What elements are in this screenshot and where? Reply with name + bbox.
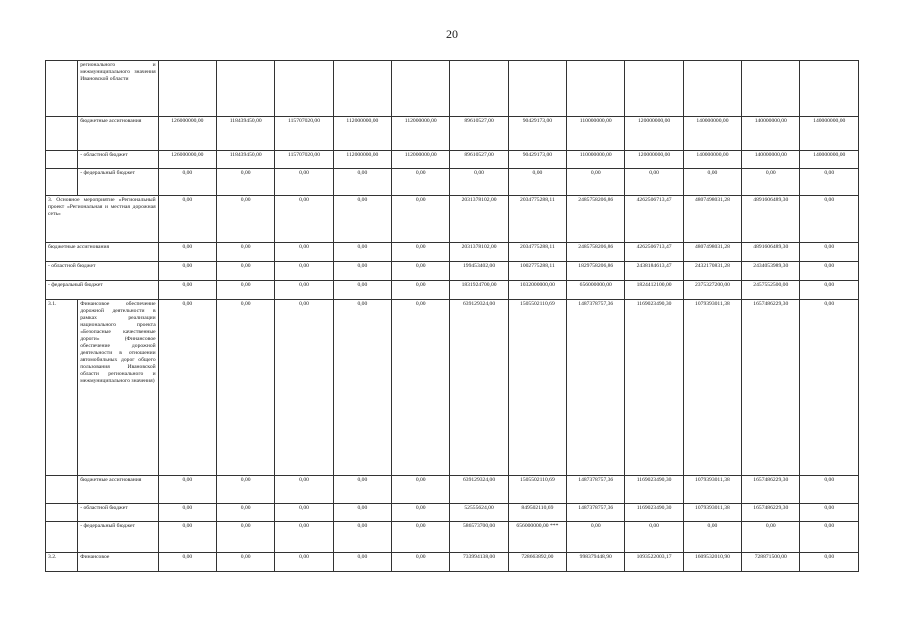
- value-cell: 0,00: [333, 300, 391, 476]
- value-cell: 656000000,00 ***: [508, 522, 566, 553]
- value-cell: 0,00: [333, 476, 391, 504]
- value-cell: 0,00: [275, 476, 333, 504]
- budget-table: [45, 60, 859, 572]
- row-index: [46, 476, 78, 504]
- value-cell: 0,00: [800, 300, 859, 476]
- value-cell: 0,00: [392, 281, 450, 300]
- value-cell: 0,00: [800, 522, 859, 553]
- row-index: [46, 151, 78, 169]
- value-cell: 0,00: [275, 504, 333, 522]
- value-cell: 733994138,00: [450, 553, 508, 572]
- value-cell: 1079393011,38: [683, 504, 741, 522]
- value-cell: 120000000,00: [625, 151, 683, 169]
- value-cell: 1487378757,36: [567, 300, 625, 476]
- value-cell: 0,00: [158, 476, 216, 504]
- value-cell: 0,00: [800, 196, 859, 243]
- table-row: [46, 476, 859, 504]
- value-cell: [392, 61, 450, 117]
- value-cell: 1093522003,17: [625, 553, 683, 572]
- value-cell: [450, 61, 508, 117]
- value-cell: 0,00: [800, 243, 859, 262]
- row-description: 3. Основное мероприятие «Региональный проект «Региональная и местная дорожная сеть»: [46, 196, 159, 243]
- table-row: [46, 196, 859, 243]
- value-cell: 0,00: [800, 281, 859, 300]
- row-description: - федеральный бюджет: [78, 169, 158, 196]
- value-cell: 110000000,00: [567, 151, 625, 169]
- value-cell: [508, 61, 566, 117]
- value-cell: [567, 61, 625, 117]
- table-row: [46, 522, 859, 553]
- value-cell: 0,00: [392, 243, 450, 262]
- value-cell: 115707020,00: [275, 117, 333, 151]
- value-cell: 0,00: [275, 281, 333, 300]
- row-description: бюджетные ассигнования: [78, 117, 158, 151]
- value-cell: 0,00: [217, 553, 275, 572]
- value-cell: 0,00: [333, 243, 391, 262]
- value-cell: 0,00: [625, 522, 683, 553]
- value-cell: 0,00: [333, 522, 391, 553]
- value-cell: 140000000,00: [800, 151, 859, 169]
- table-row: [46, 151, 859, 169]
- value-cell: 140000000,00: [683, 151, 741, 169]
- value-cell: 0,00: [217, 504, 275, 522]
- table-row: [46, 281, 859, 300]
- value-cell: 0,00: [158, 281, 216, 300]
- value-cell: 2485758206,86: [567, 196, 625, 243]
- row-description: - федеральный бюджет: [46, 281, 159, 300]
- value-cell: 2485758206,86: [567, 243, 625, 262]
- row-description: - областной бюджет: [78, 151, 158, 169]
- row-description: - областной бюджет: [78, 504, 158, 522]
- value-cell: 998379448,90: [567, 553, 625, 572]
- value-cell: 2434053989,30: [742, 262, 800, 281]
- value-cell: 1609532010,90: [683, 553, 741, 572]
- value-cell: 0,00: [625, 169, 683, 196]
- value-cell: 0,00: [683, 522, 741, 553]
- table-row: [46, 169, 859, 196]
- value-cell: 0,00: [508, 169, 566, 196]
- value-cell: 0,00: [217, 169, 275, 196]
- table-row: [46, 300, 859, 476]
- value-cell: 0,00: [683, 169, 741, 196]
- table-row: [46, 61, 859, 117]
- value-cell: 0,00: [158, 196, 216, 243]
- value-cell: 140000000,00: [742, 151, 800, 169]
- value-cell: 2031378102,00: [450, 243, 508, 262]
- value-cell: 0,00: [800, 476, 859, 504]
- value-cell: 0,00: [217, 243, 275, 262]
- value-cell: 1169023490,30: [625, 300, 683, 476]
- value-cell: [800, 61, 859, 117]
- value-cell: 112000000,00: [392, 117, 450, 151]
- value-cell: 1169023490,30: [625, 504, 683, 522]
- value-cell: 4807498031,28: [683, 243, 741, 262]
- value-cell: 126000000,00: [158, 117, 216, 151]
- row-index: [46, 61, 78, 117]
- value-cell: 0,00: [158, 553, 216, 572]
- value-cell: 0,00: [567, 169, 625, 196]
- value-cell: 849502110,69: [508, 504, 566, 522]
- value-cell: 52555624,00: [450, 504, 508, 522]
- row-description: бюджетные ассигнования: [78, 476, 158, 504]
- value-cell: [333, 61, 391, 117]
- value-cell: 89610527,00: [450, 151, 508, 169]
- value-cell: 112000000,00: [333, 151, 391, 169]
- value-cell: 0,00: [392, 504, 450, 522]
- value-cell: 1505502110,69: [508, 476, 566, 504]
- value-cell: 0,00: [450, 169, 508, 196]
- row-description: Финансовое обеспечение дорожной деятельности в рамках реализации национального проекта «Безопасные качественные дороги» (Финансовое обеспечение дорожной деятельности в отношении автомобильных дорог общего пользования Ивановской области регионального и межмуниципального значения): [78, 300, 158, 476]
- table-row: [46, 553, 859, 572]
- row-index: [46, 522, 78, 553]
- value-cell: 1829758206,86: [567, 262, 625, 281]
- value-cell: 0,00: [158, 243, 216, 262]
- row-description: - областной бюджет: [46, 262, 159, 281]
- value-cell: 120000000,00: [625, 117, 683, 151]
- value-cell: 0,00: [275, 196, 333, 243]
- value-cell: 1169023490,30: [625, 476, 683, 504]
- table-row: [46, 243, 859, 262]
- value-cell: 2457552500,00: [742, 281, 800, 300]
- value-cell: 0,00: [158, 522, 216, 553]
- value-cell: 728871500,00: [742, 553, 800, 572]
- value-cell: 0,00: [217, 522, 275, 553]
- value-cell: 0,00: [742, 522, 800, 553]
- value-cell: [158, 61, 216, 117]
- value-cell: 4891606489,30: [742, 196, 800, 243]
- row-description: бюджетные ассигнования: [46, 243, 159, 262]
- value-cell: 0,00: [275, 169, 333, 196]
- table-row: [46, 117, 859, 151]
- value-cell: 0,00: [333, 504, 391, 522]
- value-cell: [217, 61, 275, 117]
- value-cell: 728663892,00: [508, 553, 566, 572]
- table-row: [46, 262, 859, 281]
- value-cell: 0,00: [800, 169, 859, 196]
- value-cell: 0,00: [275, 522, 333, 553]
- value-cell: 1032000000,00: [508, 281, 566, 300]
- value-cell: 1657486229,30: [742, 300, 800, 476]
- value-cell: 0,00: [392, 553, 450, 572]
- value-cell: 0,00: [158, 262, 216, 281]
- value-cell: 4262506713,47: [625, 243, 683, 262]
- value-cell: 0,00: [217, 300, 275, 476]
- value-cell: 1824412100,00: [625, 281, 683, 300]
- value-cell: 0,00: [392, 300, 450, 476]
- value-cell: 1831924700,00: [450, 281, 508, 300]
- value-cell: 140000000,00: [742, 117, 800, 151]
- value-cell: 199453402,00: [450, 262, 508, 281]
- value-cell: 89610527,00: [450, 117, 508, 151]
- value-cell: 0,00: [333, 281, 391, 300]
- value-cell: 0,00: [217, 281, 275, 300]
- value-cell: 2375327200,00: [683, 281, 741, 300]
- value-cell: 2031378102,00: [450, 196, 508, 243]
- value-cell: 0,00: [217, 262, 275, 281]
- value-cell: 656000000,00: [567, 281, 625, 300]
- row-description: Финансовое: [78, 553, 158, 572]
- value-cell: 4891606489,30: [742, 243, 800, 262]
- value-cell: 118439450,00: [217, 117, 275, 151]
- value-cell: [275, 61, 333, 117]
- value-cell: 2034775288,11: [508, 196, 566, 243]
- value-cell: 112000000,00: [333, 117, 391, 151]
- value-cell: 2438184613,47: [625, 262, 683, 281]
- row-index: 3.2.: [46, 553, 78, 572]
- value-cell: 0,00: [800, 504, 859, 522]
- value-cell: 110000000,00: [567, 117, 625, 151]
- value-cell: 1487378757,36: [567, 476, 625, 504]
- value-cell: 0,00: [275, 300, 333, 476]
- value-cell: 0,00: [275, 243, 333, 262]
- value-cell: 0,00: [742, 169, 800, 196]
- value-cell: 0,00: [392, 262, 450, 281]
- value-cell: 0,00: [275, 553, 333, 572]
- value-cell: 115707020,00: [275, 151, 333, 169]
- value-cell: 140000000,00: [683, 117, 741, 151]
- value-cell: 140000000,00: [800, 117, 859, 151]
- value-cell: 2034775288,11: [508, 243, 566, 262]
- value-cell: 0,00: [333, 262, 391, 281]
- row-description: регионального и межмуниципального значения Ивановской области: [78, 61, 158, 117]
- value-cell: [683, 61, 741, 117]
- value-cell: 1079393011,38: [683, 476, 741, 504]
- value-cell: 0,00: [392, 169, 450, 196]
- page-number: 20: [446, 27, 458, 41]
- value-cell: [625, 61, 683, 117]
- value-cell: 0,00: [392, 522, 450, 553]
- value-cell: 4807498031,28: [683, 196, 741, 243]
- value-cell: 639129324,00: [450, 476, 508, 504]
- value-cell: 0,00: [333, 553, 391, 572]
- row-index: [46, 117, 78, 151]
- value-cell: 1487378757,36: [567, 504, 625, 522]
- value-cell: 90429173,00: [508, 117, 566, 151]
- value-cell: 4262506713,47: [625, 196, 683, 243]
- value-cell: 0,00: [333, 196, 391, 243]
- value-cell: 639129324,00: [450, 300, 508, 476]
- value-cell: 0,00: [800, 262, 859, 281]
- row-index: [46, 504, 78, 522]
- value-cell: 1657486229,30: [742, 504, 800, 522]
- table-row: [46, 504, 859, 522]
- value-cell: 0,00: [392, 476, 450, 504]
- value-cell: 118439450,00: [217, 151, 275, 169]
- value-cell: 0,00: [800, 553, 859, 572]
- value-cell: 0,00: [275, 262, 333, 281]
- row-description: - федеральный бюджет: [78, 522, 158, 553]
- value-cell: 112000000,00: [392, 151, 450, 169]
- value-cell: 586573700,00: [450, 522, 508, 553]
- value-cell: 0,00: [333, 169, 391, 196]
- value-cell: 0,00: [567, 522, 625, 553]
- value-cell: 0,00: [158, 300, 216, 476]
- value-cell: 1505502110,69: [508, 300, 566, 476]
- row-index: [46, 169, 78, 196]
- value-cell: 1002775288,11: [508, 262, 566, 281]
- value-cell: 90429173,00: [508, 151, 566, 169]
- value-cell: 0,00: [392, 196, 450, 243]
- value-cell: 0,00: [158, 169, 216, 196]
- value-cell: 1079393011,38: [683, 300, 741, 476]
- value-cell: [742, 61, 800, 117]
- row-index: 3.1.: [46, 300, 78, 476]
- value-cell: 0,00: [217, 196, 275, 243]
- value-cell: 1657486229,30: [742, 476, 800, 504]
- value-cell: 0,00: [158, 504, 216, 522]
- value-cell: 0,00: [217, 476, 275, 504]
- value-cell: 126000000,00: [158, 151, 216, 169]
- value-cell: 2432170831,28: [683, 262, 741, 281]
